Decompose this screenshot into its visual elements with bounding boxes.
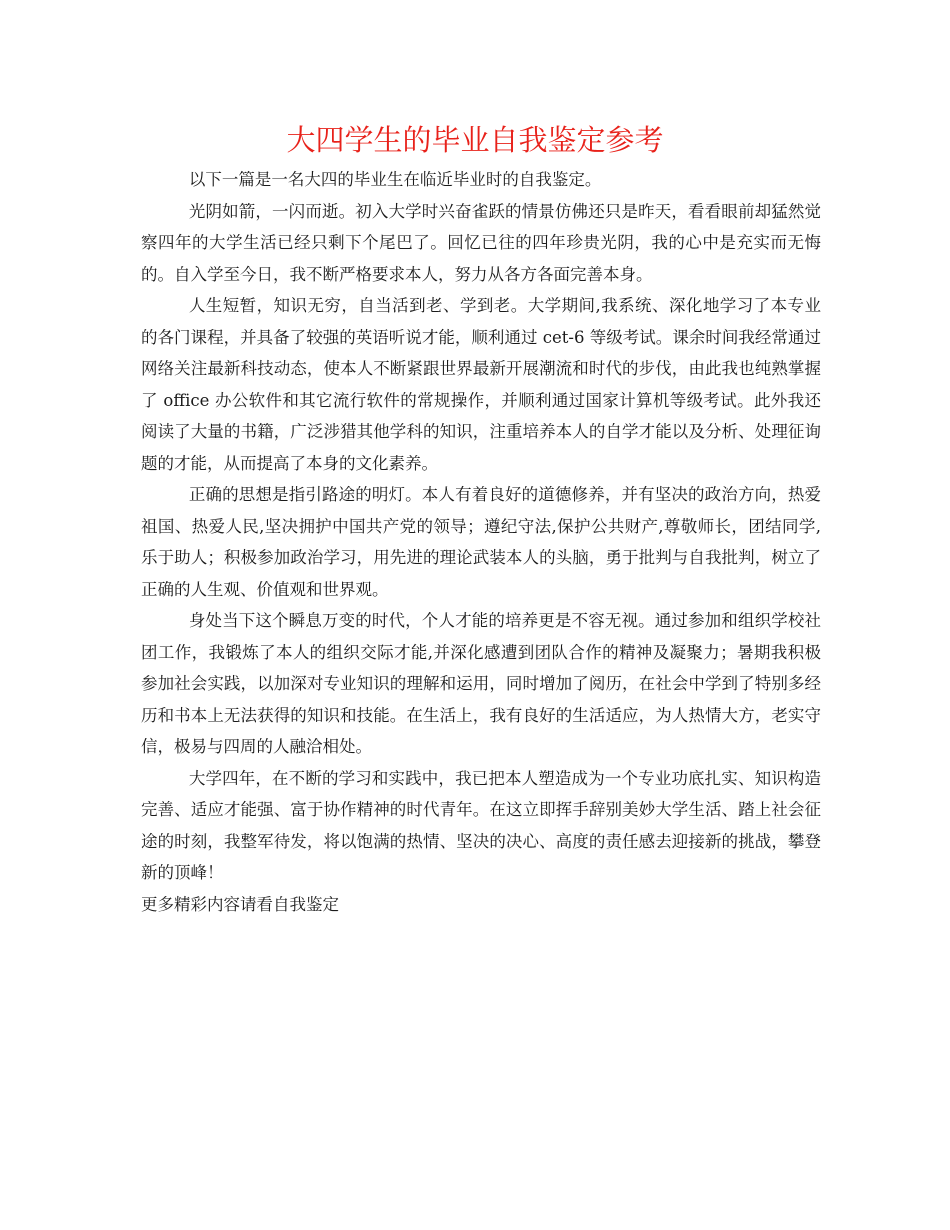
paragraph-conclusion: 大学四年，在不断的学习和实践中，我已把本人塑造成为一个专业功底扎实、知识构造完善、适应才能强、富于协作精神的时代青年。在这立即挥手辞别美妙大学生活、踏上社会征途的时刻，我整军待发，将以饱满的热情、坚决的决心、高度的责任感去迎接新的挑战，攀登新的顶峰！ <box>141 768 821 882</box>
paragraph-study: 人生短暂，知识无穷，自当活到老、学到老。大学期间,我系统、深化地学习了本专业的各门课程，并具备了较强的英语听说才能，顺利通过 cet-6 等级考试。课余时间我经常通过网络关注最新科技动态，使本人不断紧跟世界最新开展潮流和时代的步伐，由此我也纯熟掌握了 office 办公软件和其它流行软件的常规操作，并顺利通过国家计算机等级考试。此外我还阅读了大量的书籍，广泛涉猎其他学科的知识，注重培养本人的自学才能以及分析、处理征询题的才能，从而提高了本身的文化素养。 <box>141 296 821 473</box>
paragraph-ability: 身处当下这个瞬息万变的时代，个人才能的培养更是不容无视。通过参加和组织学校社团工作，我锻炼了本人的组织交际才能,并深化感遭到团队合作的精神及凝聚力；暑期我积极参加社会实践，以加深对专业知识的理解和运用，同时增加了阅历，在社会中学到了特别多经历和书本上无法获得的知识和技能。在生活上，我有良好的生活适应，为人热情大方，老实守信，极易与四周的人融洽相处。 <box>141 611 821 756</box>
paragraph-ideology: 正确的思想是指引路途的明灯。本人有着良好的道德修养，并有坚决的政治方向，热爱祖国、热爱人民,坚决拥护中国共产党的领导；遵纪守法,保护公共财产,尊敬师长，团结同学,乐于助人；积极参加政治学习，用先进的理论武装本人的头脑，勇于批判与自我批判，树立了正确的人生观、价值观和世界观。 <box>141 485 821 599</box>
paragraph-intro: 以下一篇是一名大四的毕业生在临近毕业时的自我鉴定。 <box>188 170 602 189</box>
footer-line <box>141 889 821 921</box>
page-title: 大四学生的毕业自我鉴定参考 <box>286 123 664 157</box>
footer-prefix: 更多精彩内容请看 <box>141 894 273 914</box>
document-body <box>141 164 821 920</box>
footer-link[interactable]: 自我鉴定 <box>273 894 339 914</box>
paragraph-time: 光阴如箭，一闪而逝。初入大学时兴奋雀跃的情景仿佛还只是昨天，看看眼前却猛然觉察四年的大学生活已经只剩下个尾巴了。回忆已往的四年珍贵光阴，我的心中是充实而无悔的。自入学至今日，我不断严格要求本人，努力从各方各面完善本身。 <box>141 201 821 284</box>
